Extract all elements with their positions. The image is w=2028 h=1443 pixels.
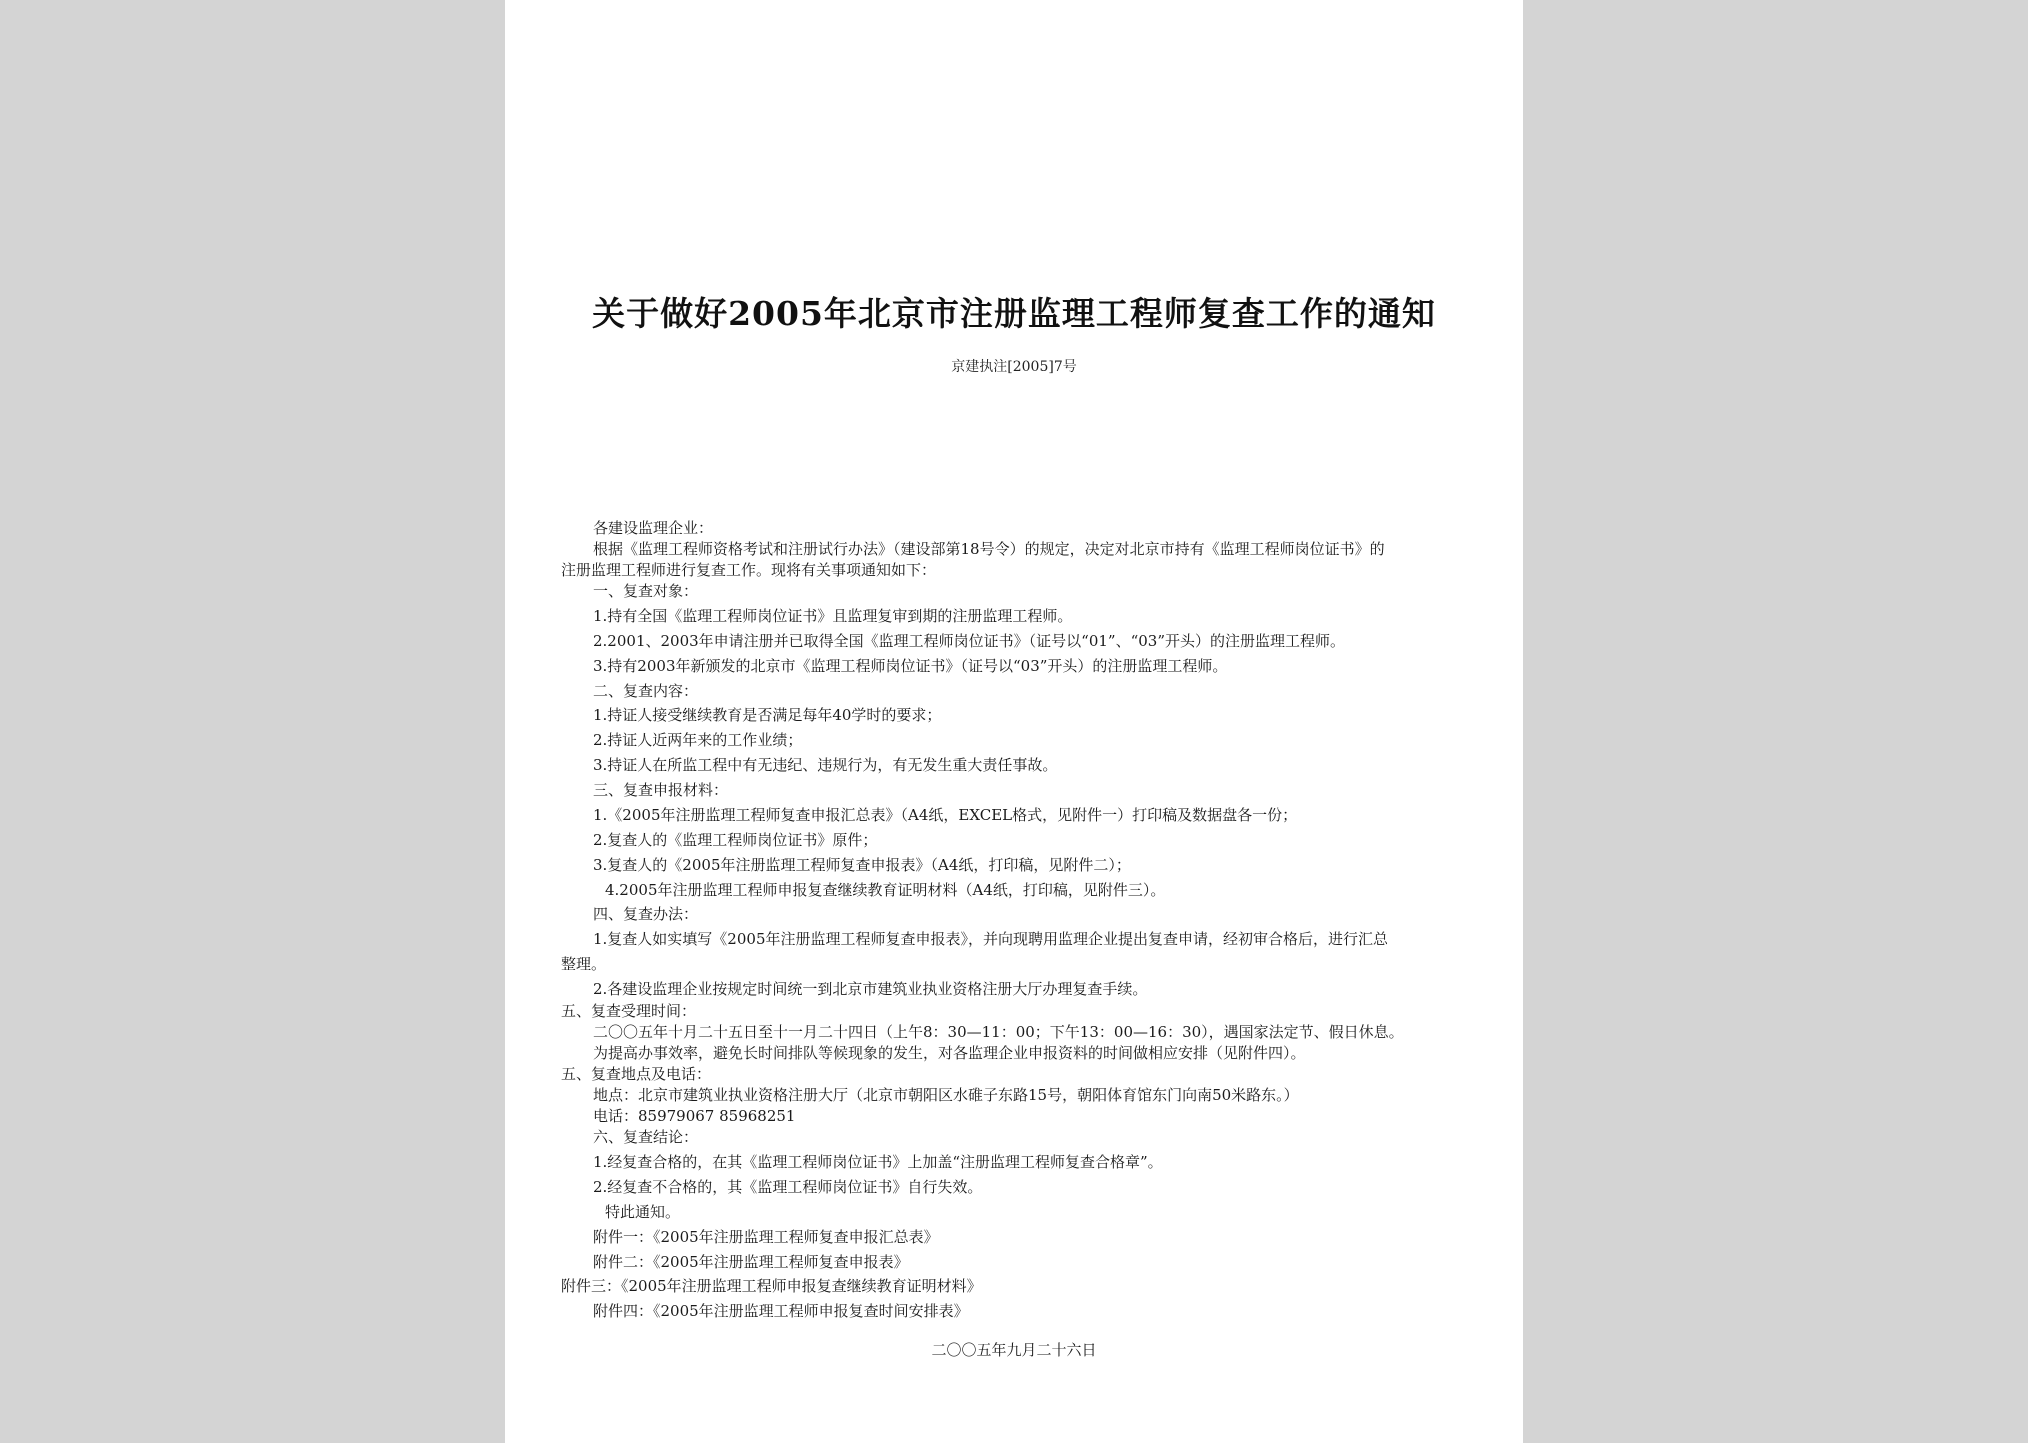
list-item: 2.各建设监理企业按规定时间统一到北京市建筑业执业资格注册大厅办理复查手续。 (593, 980, 1148, 998)
list-item: 1.持有全国《监理工程师岗位证书》且监理复审到期的注册监理工程师。 (593, 607, 1073, 625)
list-item: 1.《2005年注册监理工程师复查申报汇总表》（A4纸，EXCEL格式，见附件一）打印稿及数据盘各一份； (593, 806, 1298, 824)
closing-line: 特此通知。 (605, 1203, 681, 1221)
list-item: 1.复查人如实填写《2005年注册监理工程师复查申报表》，并向现聘用监理企业提出复查申请，经初审合格后，进行汇总 (593, 930, 1388, 948)
body-line: 为提高办事效率，避免长时间排队等候现象的发生，对各监理企业申报资料的时间做相应安排（见附件四）。 (593, 1044, 1306, 1062)
section-heading: 二、复查内容： (593, 682, 699, 700)
section-heading: 五、复查受理时间： (561, 1002, 697, 1020)
body-line: 根据《监理工程师资格考试和注册试行办法》（建设部第18号令）的规定，决定对北京市持有《监理工程师岗位证书》的 (593, 540, 1385, 558)
attachment-item: 附件四：《2005年注册监理工程师申报复查时间安排表》 (593, 1302, 969, 1320)
body-line: 整理。 (561, 955, 607, 973)
list-item: 3.持有2003年新颁发的北京市《监理工程师岗位证书》（证号以“03”开头）的注册监理工程师。 (593, 657, 1228, 675)
list-item: 2.2001、2003年申请注册并已取得全国《监理工程师岗位证书》（证号以“01”、“03”开头）的注册监理工程师。 (593, 632, 1346, 650)
section-heading: 五、复查地点及电话： (561, 1065, 712, 1083)
body-line: 地点：北京市建筑业执业资格注册大厅（北京市朝阳区水碓子东路15号，朝阳体育馆东门向南50米路东。） (593, 1086, 1299, 1104)
section-heading: 四、复查办法： (593, 905, 699, 923)
section-heading: 一、复查对象： (593, 582, 699, 600)
list-item: 1.持证人接受继续教育是否满足每年40学时的要求； (593, 706, 942, 724)
list-item: 3.复查人的《2005年注册监理工程师复查申报表》（A4纸，打印稿，见附件二）； (593, 856, 1131, 874)
list-item: 2.复查人的《监理工程师岗位证书》原件； (593, 831, 878, 849)
list-item: 3.持证人在所监工程中有无违纪、违规行为，有无发生重大责任事故。 (593, 756, 1058, 774)
list-item: 1.经复查合格的，在其《监理工程师岗位证书》上加盖“注册监理工程师复查合格章”。 (593, 1153, 1163, 1171)
attachment-item: 附件二：《2005年注册监理工程师复查申报表》 (593, 1253, 909, 1271)
list-item: 4.2005年注册监理工程师申报复查继续教育证明材料（A4纸，打印稿，见附件三）。 (605, 881, 1166, 899)
body-line: 注册监理工程师进行复查工作。现将有关事项通知如下： (561, 561, 937, 579)
salutation: 各建设监理企业： (593, 519, 714, 537)
document-number: 京建执注[2005]7号 (951, 359, 1077, 375)
attachment-item: 附件三：《2005年注册监理工程师申报复查继续教育证明材料》 (561, 1277, 982, 1295)
section-heading: 三、复查申报材料： (593, 781, 729, 799)
section-heading: 六、复查结论： (593, 1128, 699, 1146)
document-title: 关于做好2005年北京市注册监理工程师复查工作的通知 (592, 294, 1436, 333)
list-item: 2.持证人近两年来的工作业绩； (593, 731, 803, 749)
document-date: 二〇〇五年九月二十六日 (931, 1341, 1097, 1359)
list-item: 2.经复查不合格的，其《监理工程师岗位证书》自行失效。 (593, 1178, 983, 1196)
document-page (505, 0, 1523, 1443)
body-line: 二〇〇五年十月二十五日至十一月二十四日（上午8：30—11：00；下午13：00—16：30），遇国家法定节、假日休息。 (593, 1023, 1404, 1041)
body-line: 电话：85979067 85968251 (593, 1107, 796, 1125)
attachment-item: 附件一：《2005年注册监理工程师复查申报汇总表》 (593, 1228, 939, 1246)
